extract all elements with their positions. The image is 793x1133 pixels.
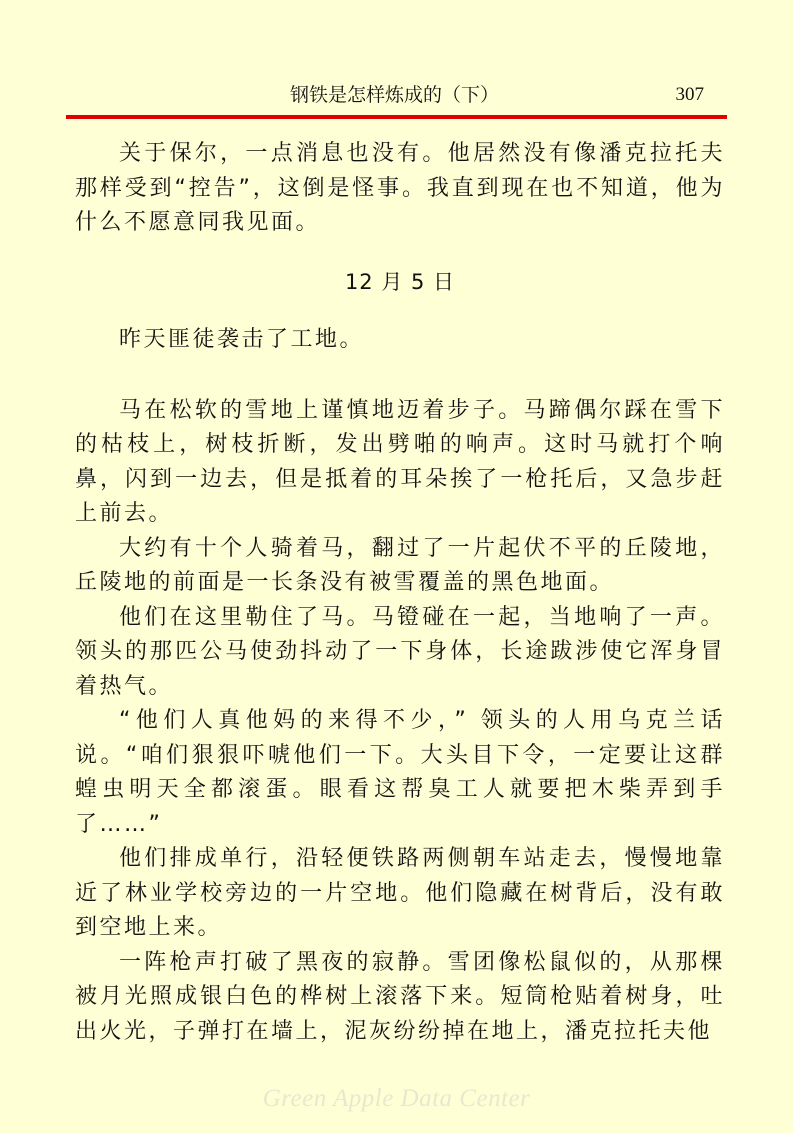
- paragraph-7: 他们排成单行，沿轻便铁路两侧朝车站走去，慢慢地靠近了林业学校旁边的一片空地。他们隐藏在树背后，没有敢到空地上来。: [75, 846, 725, 940]
- paragraph-8: 一阵枪声打破了黑夜的寂静。雪团像松鼠似的，从那棵被月光照成银白色的桦树上滚落下来。短筒枪贴着树身，吐出火光，子弹打在墙上，泥灰纷纷掉在地上，潘克拉托夫他: [75, 949, 725, 1044]
- paragraph-5: 他们在这里勒住了马。马镫碰在一起，当地响了一声。领头的那匹公马使劲抖动了一下身体，长途跋涉使它浑身冒着热气。: [75, 604, 725, 699]
- header-rule: [66, 115, 727, 119]
- page-number: 307: [675, 84, 704, 105]
- paragraph-3: 马在松软的雪地上谨慎地迈着步子。马蹄偶尔踩在雪下的枯枝上，树枝折断，发出劈啪的响声。这时马就打个响鼻，闪到一边去，但是抵着的耳朵挨了一枪托后，又急步赶上前去。: [75, 397, 725, 526]
- page-body: [75, 137, 725, 1049]
- paragraph-2: 昨天匪徒袭击了工地。: [119, 327, 365, 352]
- paragraph-4: 大约有十个人骑着马，翻过了一片起伏不平的丘陵地，丘陵地的前面是一长条没有被雪覆盖的黑色地面。: [75, 535, 725, 595]
- paragraph-6: “他们人真他妈的来得不少，” 领头的人用乌克兰话说。“咱们狠狠吓唬他们一下。大头目下令，一定要让这群蝗虫明天全都滚蛋。眼看这帮臭工人就要把木柴弄到手了……”: [75, 708, 725, 837]
- running-header: [68, 82, 726, 112]
- watermark: Green Apple Data Center: [262, 1085, 531, 1112]
- diary-date-heading: 12 月 5 日: [344, 269, 456, 294]
- book-title-header: 钢铁是怎样炼成的（下）: [290, 84, 500, 106]
- paragraph-1: 关于保尔，一点消息也没有。他居然没有像潘克拉托夫那样受到“控告”，这倒是怪事。我直到现在也不知道，他为什么不愿意同我见面。: [75, 141, 725, 235]
